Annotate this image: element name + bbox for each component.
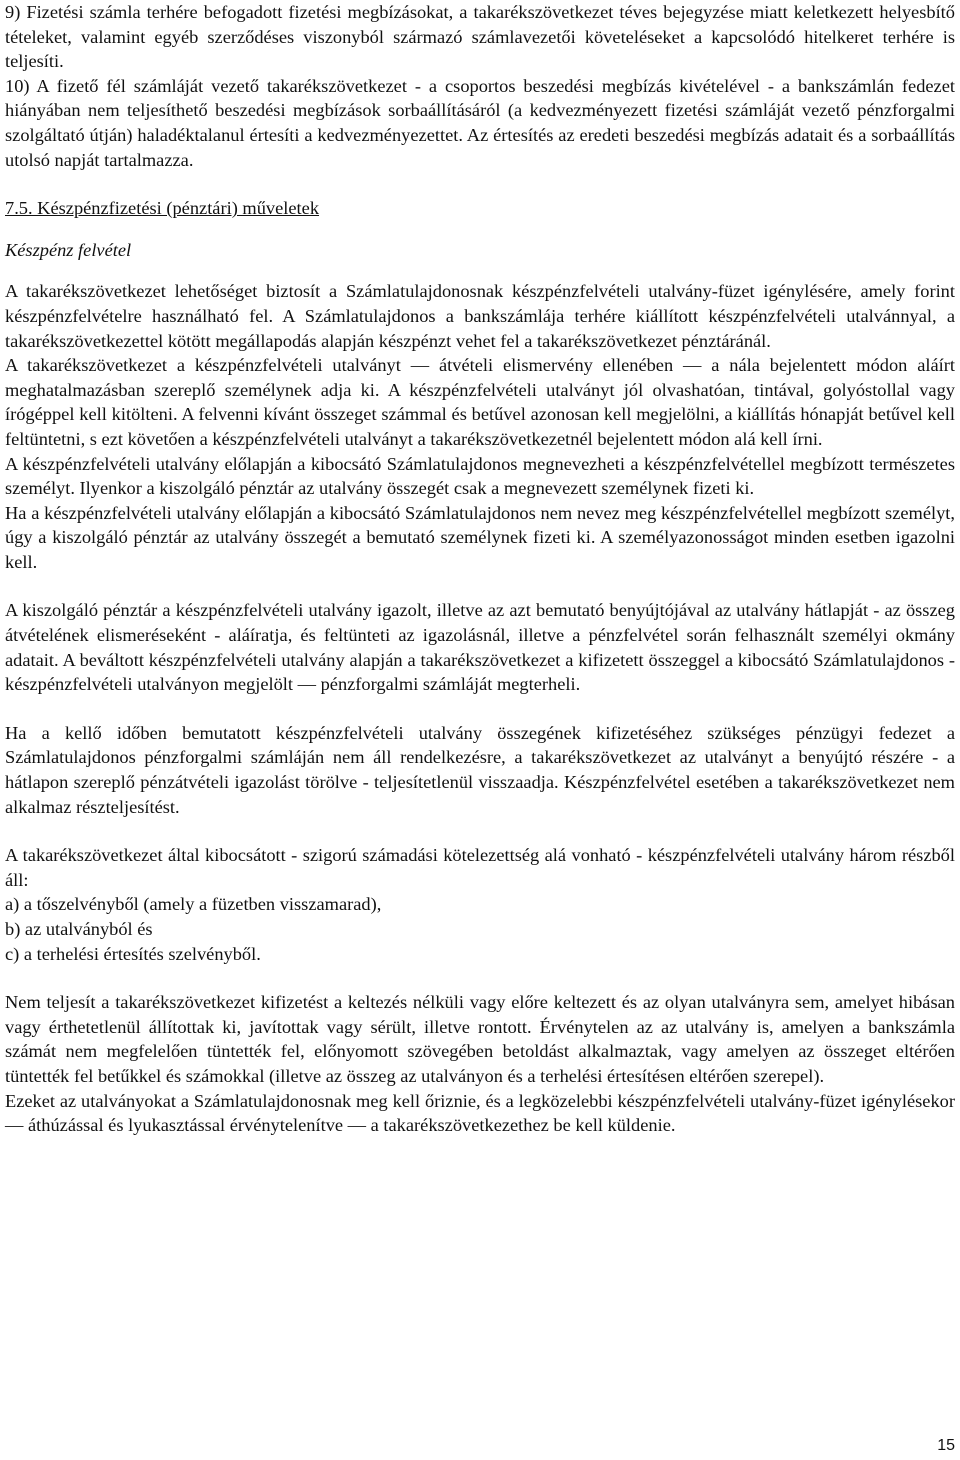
paragraph-parts-intro: A takarékszövetkezet által kibocsátott - szigorú számadási kötelezettség alá vonható - készpénzfelvételi utalvány három részből áll: [5, 845, 955, 890]
paragraph-invalid: Nem teljesít a takarékszövetkezet kifizetést a keltezés nélküli vagy előre keltezett és az olyan utalványra sem, amelyet hibásan vagy érthetetlenül állítottak ki, javítottak vagy sérült, illetve rontott. Érvénytelen az az utalvány is, amelyen a bankszámla számát nem megfelelően tüntették fel, előnyomott szövegében betoldást alkalmaztak, vagy amelyen az összeget eltérően tüntették fel betűkkel és számokkal (illetve az összeg az utalványon és a terhelési értesítésen eltérően szerepel). [5, 992, 955, 1086]
paragraph-booklet: A takarékszövetkezet lehetőséget biztosít a Számlatulajdonosnak készpénzfelvételi utalvány-füzet igénylésére, amely forint készpénzfelvételre használható fel. A Számlatulajdonos a bankszámlája terhére kiállított készpénzfelvételi utalvánnyal, a takarékszövetkezettel kötött megállapodás alapján készpénzt vehet fel a takarékszövetkezet pénztáránál. [5, 281, 955, 351]
paragraph-receipt: A kiszolgáló pénztár a készpénzfelvételi utalvány igazolt, illetve az azt bemutató benyújtójával az utalvány hátlapját - az összeg átvételének elismeréseként - aláíratja, és feltünteti az igazolásnál, illetve a pénzfelvétel során felhasznált személyi okmány adatait. A beváltott készpénzfelvételi utalvány alapján a takarékszövetkezet a kifizetett összeggel a kibocsátó Számlatulajdonos - készpénzfelvételi utalványon megjelölt — pénzforgalmi számláját megterheli. [5, 600, 955, 695]
numbered-item-9: 9) Fizetési számla terhére befogadott fizetési megbízásokat, a takarékszövetkezet téves bejegyzése miatt keletkezett helyesbítő tételeket, valamint egyéb szerződéses viszonyból származó számlavezetői követeléseket a kapcsolódó hitelkeret terhére is teljesíti. [5, 2, 955, 72]
numbered-item-10: 10) A fizető fél számláját vezető takarékszövetkezet - a csoportos beszedési megbízás kivételével - a bankszámlán fedezet hiányában nem teljesíthető beszedési megbízások sorbaállításáról (a kedvezményezett fizetési számláját vezető pénzforgalmi szolgáltató útján) haladéktalanul értesíti a kedvezményezettet. Az értesítés az eredeti beszedési megbízás adatait és a sorbaállítás utolsó napját tartalmazza. [5, 75, 955, 170]
paragraph-named-person: A készpénzfelvételi utalvány előlapján a kibocsátó Számlatulajdonos megnevezheti a készpénzfelvétellel megbízott természetes személyt. Ilyenkor a kiszolgáló pénztár az utalvány összegét csak a megnevezett személynek fizeti ki. [5, 453, 955, 499]
list-item: b) az utalványból és [5, 919, 153, 939]
page-number: 15 [937, 1437, 955, 1454]
paragraph-issuance: A takarékszövetkezet a készpénzfelvételi utalványt — átvételi elismervény ellenében — a nála bejelentett módon aláírt meghatalmazásban szereplő személynek adja ki. A készpénzfelvételi utalványt jól olvashatóan, tintával, golyóstollal vagy írógéppel kell kitölteni. A felvenni kívánt összeget számmal és betűvel azonosan kell megjelölni, a kiállítás hónapját betűvel kell feltüntetni, s ezt követően a készpénzfelvételi utalványt a takarékszövetkezetnél bejelentett módon alá kell írni. [5, 355, 955, 449]
section-heading: 7.5. Készpénzfizetési (pénztári) műveletek [5, 198, 320, 219]
subheading: Készpénz felvétel [5, 239, 132, 260]
parts-list [5, 892, 955, 966]
list-item: a) a tőszelvényből (amely a füzetben visszamarad), [5, 894, 382, 915]
document-page [5, 0, 955, 1138]
paragraph-coverage: Ha a kellő időben bemutatott készpénzfelvételi utalvány összegének kifizetéséhez szükséges pénzügyi fedezet a Számlatulajdonos pénzforgalmi számláján nem áll rendelkezésre, a takarékszövetkezet az utalványt a benyújtó részére - a hátlapon szereplő pénzátvételi igazolást törölve - teljesítetlenül visszaadja. Készpénzfelvétel esetében a takarékszövetkezet nem alkalmaz részteljesítést. [5, 722, 955, 817]
list-item: c) a terhelési értesítés szelvényből. [5, 943, 261, 964]
paragraph-return: Ezeket az utalványokat a Számlatulajdonosnak meg kell őriznie, és a legközelebbi készpénzfelvételi utalvány-füzet igénylésekor — áthúzással és lyukasztással érvénytelenítve — a takarékszövetkezethez be kell küldenie. [5, 1090, 955, 1136]
paragraph-bearer: Ha a készpénzfelvételi utalvány előlapján a kibocsátó Számlatulajdonos nem nevez meg készpénzfelvétellel megbízott személyt, úgy a kiszolgáló pénztár az utalvány összegét a bemutató személynek fizeti ki. A személyazonosságot minden esetben igazolni kell. [5, 502, 955, 572]
